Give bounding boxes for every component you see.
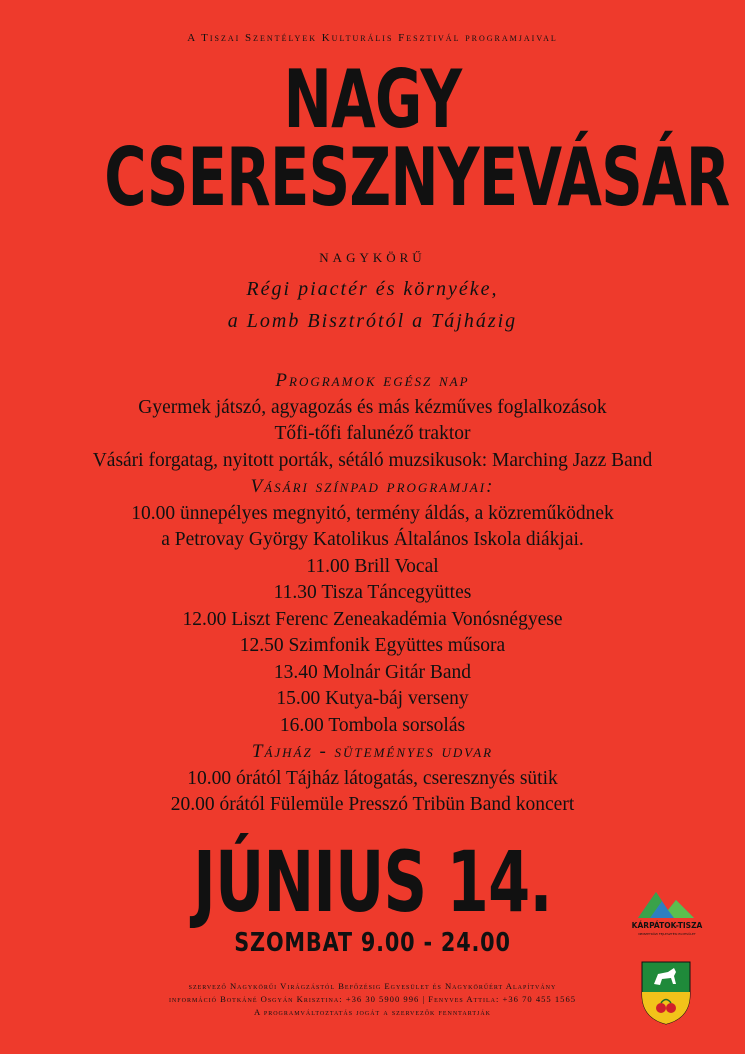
program-item: 10.00 ünnepélyes megnyitó, termény áldás, a közreműködnek bbox=[131, 502, 614, 524]
karpatok-tisza-logo bbox=[628, 884, 706, 944]
program-item: 15.00 Kutya-báj verseny bbox=[276, 688, 469, 709]
location-heading: NAGYKÖRŰ bbox=[319, 250, 426, 265]
program-item: 10.00 órától Tájház látogatás, cseresznyés sütik bbox=[187, 767, 558, 789]
title-line-1: NAGY bbox=[283, 53, 462, 146]
program-heading: Vásári színpad programjai: bbox=[250, 476, 495, 497]
village-coat-of-arms bbox=[638, 958, 694, 1026]
program-item: Gyermek játszó, agyagozás és más kézműves foglalkozások bbox=[138, 396, 607, 418]
program-item: 12.50 Szimfonik Együttes műsora bbox=[239, 635, 506, 656]
event-date: JÚNIUS 14. bbox=[193, 833, 552, 931]
program-item: Vásári forgatag, nyitott porták, sétáló muzsikusok: Marching Jazz Band bbox=[92, 449, 653, 471]
location-line-1: Régi piactér és környéke, bbox=[246, 278, 499, 300]
program-item: 13.40 Molnár Gitár Band bbox=[273, 661, 472, 683]
footer-organizer: szervező Nagykörűi Virágzástól Befőzésig Egyesület és Nagykörűért Alapítvány bbox=[188, 981, 557, 991]
karpatok-logo-sub: NEMZETKÖZI FEJLESZTÉSI EGYESÜLET bbox=[638, 932, 696, 936]
program-item: 11.30 Tisza Táncegyüttes bbox=[273, 582, 472, 603]
program-item: 16.00 Tombola sorsolás bbox=[279, 714, 466, 736]
program-list bbox=[0, 368, 745, 819]
program-item: 20.00 órától Fülemüle Presszó Tribün Band koncert bbox=[170, 794, 575, 815]
mountains-icon bbox=[628, 884, 706, 944]
event-time: SZOMBAT 9.00 - 24.00 bbox=[234, 928, 511, 958]
program-item: a Petrovay György Katolikus Általános Iskola diákjai. bbox=[161, 529, 584, 550]
karpatok-logo-name: KÁRPÁTOK-TISZA bbox=[631, 921, 703, 930]
footer bbox=[0, 980, 745, 1019]
location-line-2: a Lomb Bisztrótól a Tájházig bbox=[227, 310, 518, 332]
festival-tagline: A Tiszai Szentélyek Kulturális Fesztivál programjaival bbox=[187, 32, 558, 44]
program-item: Tőfi-tőfi falunéző traktor bbox=[274, 423, 471, 444]
program-item: 12.00 Liszt Ferenc Zeneakadémia Vonósnégyese bbox=[182, 608, 563, 630]
title-line-2: CSERESZNYEVÁSÁR bbox=[104, 131, 730, 224]
program-heading: Tájház - süteményes udvar bbox=[251, 741, 494, 762]
coat-of-arms-icon bbox=[638, 958, 694, 1026]
footer-disclaimer: A programváltoztatás jogát a szervezők fenntartják bbox=[253, 1007, 491, 1017]
footer-contact: információ Botkáné Osgyán Krisztina: +36 30 5900 996 | Fenyves Attila: +36 70 455 1565 bbox=[168, 994, 577, 1004]
program-item: 11.00 Brill Vocal bbox=[306, 555, 439, 577]
program-heading: Programok egész nap bbox=[275, 370, 470, 391]
